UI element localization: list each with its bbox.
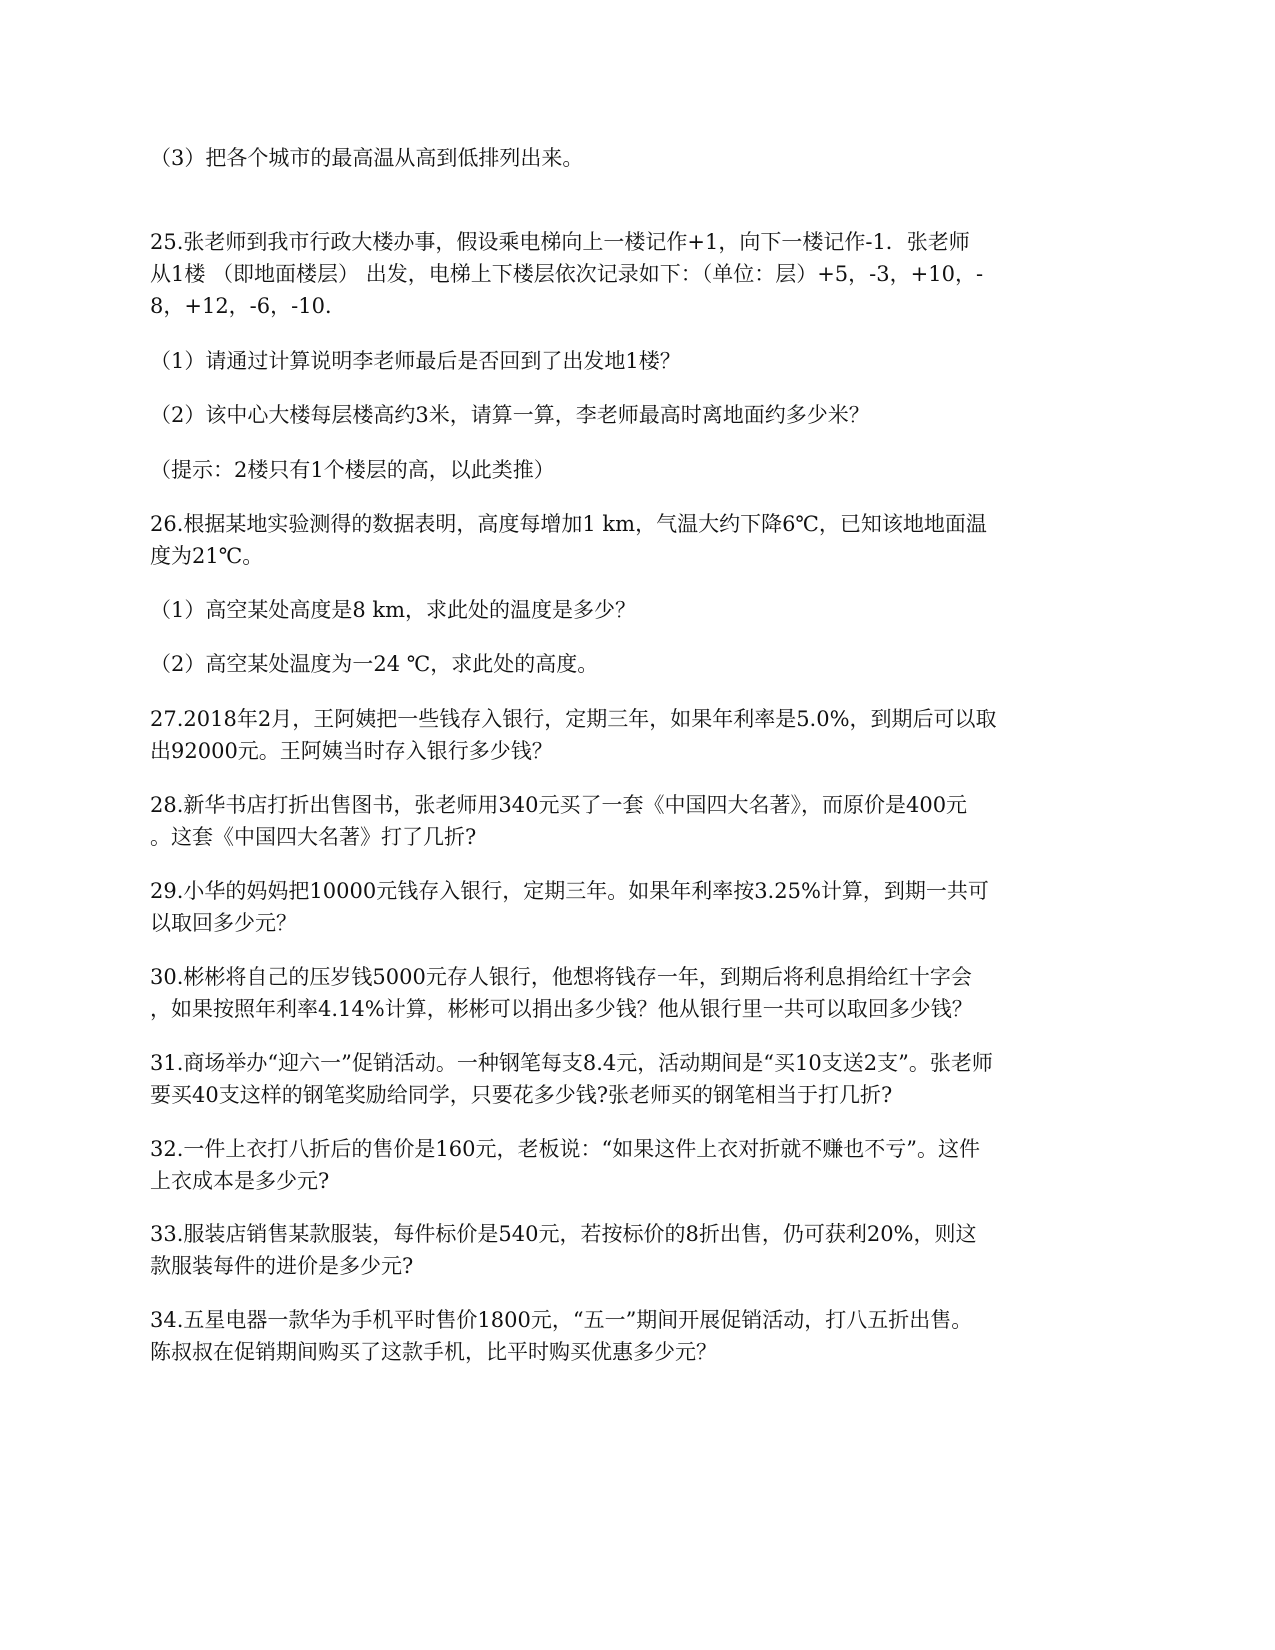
question-30-line-1: 30.彬彬将自己的压岁钱5000元存人银行，他想将钱存一年，到期后将利息捐给红十字会 bbox=[150, 965, 972, 989]
question-31-line-1: 31.商场举办“迎六一”促销活动。一种钢笔每支8.4元，活动期间是“买10支送2支”。张老师 bbox=[150, 1051, 993, 1075]
question-28-line-2: 。这套《中国四大名著》打了几折? bbox=[150, 825, 477, 849]
question-25-line-1: 25.张老师到我市行政大楼办事，假设乘电梯向上一楼记作+1，向下一楼记作-1．张老师 bbox=[150, 230, 970, 254]
question-25-line-2: 从1楼 （即地面楼层） 出发，电梯上下楼层依次记录如下：（单位：层）+5，-3，+10，- bbox=[150, 262, 984, 286]
question-32-line-2: 上衣成本是多少元? bbox=[150, 1169, 330, 1193]
question-25-hint: （提示：2楼只有1个楼层的高，以此类推） bbox=[150, 458, 555, 482]
question-26-line-2: 度为21℃。 bbox=[150, 544, 264, 568]
question-26-part-1: （1）高空某处高度是8 km，求此处的温度是多少？ bbox=[150, 598, 637, 622]
question-25-part-2: （2）该中心大楼每层楼高约3米，请算一算，李老师最高时离地面约多少米？ bbox=[150, 403, 870, 427]
question-26-line-1: 26.根据某地实验测得的数据表明，高度每增加1 km，气温大约下降6℃，已知该地地面温 bbox=[150, 512, 987, 536]
question-29-line-1: 29.小华的妈妈把10000元钱存入银行，定期三年。如果年利率按3.25%计算，到期一共可 bbox=[150, 879, 989, 903]
question-27-line-1: 27.2018年2月，王阿姨把一些钱存入银行，定期三年，如果年利率是5.0%，到期后可以取 bbox=[150, 707, 997, 731]
question-32-line-1: 32.一件上衣打八折后的售价是160元，老板说：“如果这件上衣对折就不赚也不亏”。这件 bbox=[150, 1137, 980, 1161]
question-25-part-1: （1）请通过计算说明李老师最后是否回到了出发地1楼？ bbox=[150, 349, 681, 373]
question-33-line-2: 款服装每件的进价是多少元? bbox=[150, 1254, 414, 1278]
question-33-line-1: 33.服装店销售某款服装，每件标价是540元，若按标价的8折出售，仍可获利20%，则这 bbox=[150, 1222, 977, 1246]
question-34-line-1: 34.五星电器一款华为手机平时售价1800元，“五一”期间开展促销活动，打八五折出售。 bbox=[150, 1308, 973, 1332]
question-24-part-3: （3）把各个城市的最高温从高到低排列出来。 bbox=[150, 146, 584, 170]
question-26-part-2: （2）高空某处温度为一24 ℃，求此处的高度。 bbox=[150, 652, 599, 676]
question-30-line-2: ，如果按照年利率4.14%计算，彬彬可以捐出多少钱？他从银行里一共可以取回多少钱？ bbox=[150, 997, 973, 1021]
question-27-line-2: 出92000元。王阿姨当时存入银行多少钱？ bbox=[150, 739, 553, 763]
question-29-line-2: 以取回多少元？ bbox=[150, 911, 297, 935]
question-31-line-2: 要买40支这样的钢笔奖励给同学，只要花多少钱?张老师买的钢笔相当于打几折? bbox=[150, 1083, 893, 1107]
question-25-line-3: 8，+12，-6，-10． bbox=[150, 294, 346, 318]
question-34-line-2: 陈叔叔在促销期间购买了这款手机，比平时购买优惠多少元？ bbox=[150, 1340, 717, 1364]
question-28-line-1: 28.新华书店打折出售图书，张老师用340元买了一套《中国四大名著》，而原价是400元 bbox=[150, 793, 968, 817]
